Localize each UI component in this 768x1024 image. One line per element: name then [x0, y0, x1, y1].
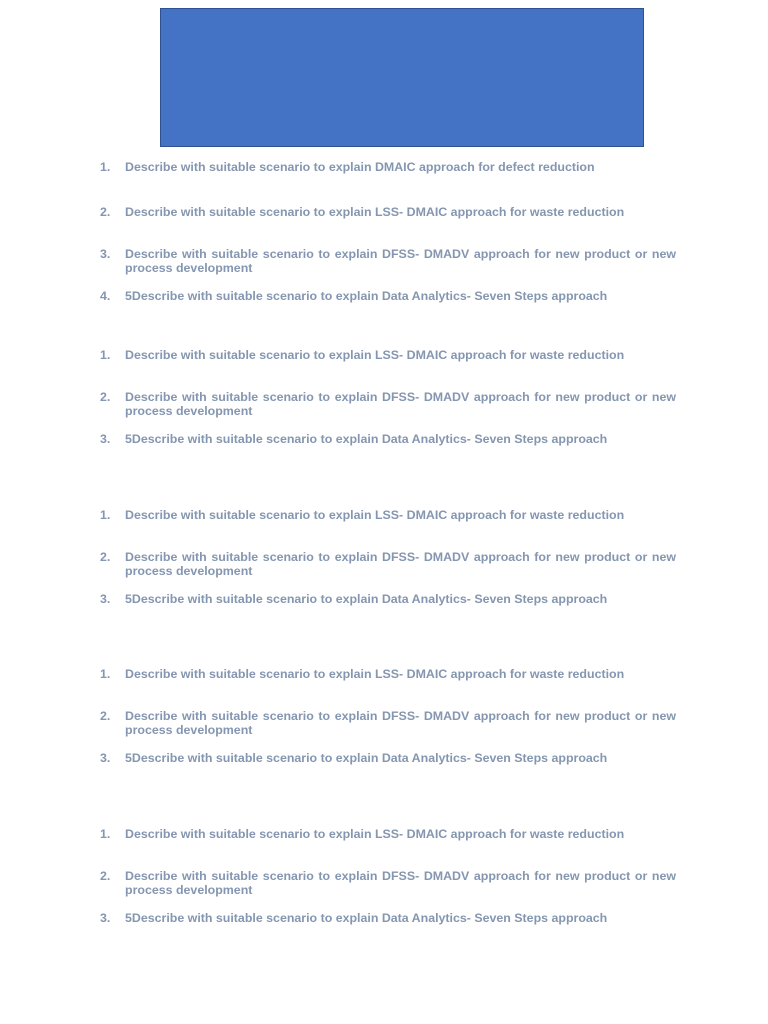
- item-text: Describe with suitable scenario to explain DFSS- DMADV approach for new product or new process development: [125, 247, 676, 275]
- item-number: 2.: [100, 709, 111, 723]
- list-item: [100, 205, 676, 219]
- item-text: 5Describe with suitable scenario to explain Data Analytics- Seven Steps approach: [125, 592, 608, 606]
- list-item: [100, 911, 676, 925]
- list-item: [100, 390, 676, 418]
- list-item: [100, 432, 676, 446]
- item-text: Describe with suitable scenario to explain DFSS- DMADV approach for new product or new process development: [125, 550, 676, 578]
- item-number: 2.: [100, 390, 111, 404]
- item-number: 1.: [100, 348, 111, 362]
- item-text: Describe with suitable scenario to explain DMAIC approach for defect reduction: [125, 160, 595, 174]
- item-number: 4.: [100, 289, 111, 303]
- item-text: 5Describe with suitable scenario to explain Data Analytics- Seven Steps approach: [125, 289, 608, 303]
- list-item: [100, 508, 676, 522]
- item-text: 5Describe with suitable scenario to explain Data Analytics- Seven Steps approach: [125, 911, 608, 925]
- item-text: Describe with suitable scenario to explain LSS- DMAIC approach for waste reduction: [125, 827, 625, 841]
- list-item: [100, 550, 676, 578]
- list-item: [100, 289, 676, 303]
- item-number: 2.: [100, 205, 111, 219]
- item-number: 1.: [100, 827, 111, 841]
- item-text: 5Describe with suitable scenario to explain Data Analytics- Seven Steps approach: [125, 432, 608, 446]
- item-text: Describe with suitable scenario to explain LSS- DMAIC approach for waste reduction: [125, 667, 625, 681]
- item-text: 5Describe with suitable scenario to explain Data Analytics- Seven Steps approach: [125, 751, 608, 765]
- item-text: Describe with suitable scenario to explain LSS- DMAIC approach for waste reduction: [125, 205, 625, 219]
- item-text: Describe with suitable scenario to explain LSS- DMAIC approach for waste reduction: [125, 508, 625, 522]
- list-item: [100, 827, 676, 841]
- item-number: 3.: [100, 751, 111, 765]
- list-item: [100, 869, 676, 897]
- item-text: Describe with suitable scenario to explain LSS- DMAIC approach for waste reduction: [125, 348, 625, 362]
- item-number: 3.: [100, 432, 111, 446]
- list-item: [100, 751, 676, 765]
- item-number: 2.: [100, 550, 111, 564]
- item-text: Describe with suitable scenario to explain DFSS- DMADV approach for new product or new process development: [125, 709, 676, 737]
- item-number: 1.: [100, 508, 111, 522]
- list-item: [100, 348, 676, 362]
- list-item: [100, 709, 676, 737]
- item-number: 1.: [100, 160, 111, 174]
- list-item: [100, 667, 676, 681]
- item-text: Describe with suitable scenario to explain DFSS- DMADV approach for new product or new process development: [125, 869, 676, 897]
- item-text: Describe with suitable scenario to explain DFSS- DMADV approach for new product or new process development: [125, 390, 676, 418]
- list-item: [100, 247, 676, 275]
- item-number: 3.: [100, 247, 111, 261]
- item-number: 2.: [100, 869, 111, 883]
- list-item: [100, 160, 676, 174]
- item-number: 3.: [100, 911, 111, 925]
- list-item: [100, 592, 676, 606]
- header-banner: [160, 8, 644, 147]
- item-number: 1.: [100, 667, 111, 681]
- item-number: 3.: [100, 592, 111, 606]
